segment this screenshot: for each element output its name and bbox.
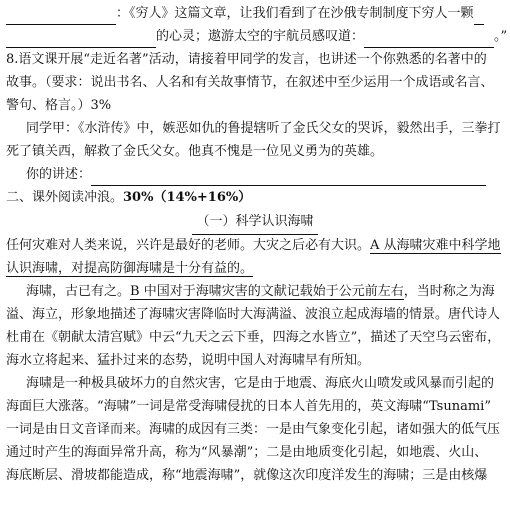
q7-text: 。” (494, 29, 508, 44)
answer-blank[interactable] (364, 31, 494, 48)
answer-blank[interactable] (6, 8, 116, 25)
student-jia-line-2: 死了镇关西，解救了金氏父女。他真不愧是一位见义勇为的英雄。 (6, 144, 384, 159)
answer-blank[interactable] (474, 8, 484, 25)
q8-prompt-line-3: 警句、格言。）3% (6, 98, 112, 113)
passage-p2-line-4: 海水立将起来、猛扑过来的态势，说明中国人对海啸早有所知。 (6, 353, 371, 368)
answer-blank[interactable] (6, 31, 156, 48)
q7-text: ：《穷人》这篇文章，让我们看到了在沙俄专制制度下穷人一颗 (116, 6, 474, 21)
passage-p3-line-5: 海底断层、滑坡都能造成，称“地震海啸”，就像这次印度洋发生的海啸；三是由核爆 (6, 468, 488, 483)
passage-p3-line-1: 海啸是一种极具破坏力的自然灾害，它是由于地震、海底火山喷发或风暴而引起的 (26, 376, 495, 391)
passage-p2-line-2: 溢、海立，形象地描述了海啸灾害降临时大海满溢、波浪立起成海墙的情景。唐代诗人 (6, 307, 501, 322)
answer-blank[interactable] (91, 169, 486, 186)
underlined-sentence-a: 认识海啸，对提高防御海啸是十分有益的。 (6, 261, 254, 276)
q7-line-1 (6, 2, 504, 25)
underlined-sentence-a: A 从海啸灾难中科学地 (370, 238, 501, 253)
q8-prompt-line-2: 故事。（要求：说出书名、人名和有关故事情节，在叙述中至少运用一个成语或名言、 (6, 75, 494, 90)
your-answer-line (6, 163, 504, 186)
passage-title: （一）科学认识海啸 (6, 209, 504, 234)
passage-p3-line-4: 通过时产生的海面异常升高，称为“风暴潮”；二是由地质变化引起，如地震、火山、 (6, 445, 488, 460)
student-jia-line-1: 同学甲：《水浒传》中，嫉恶如仇的鲁提辖听了金氏父女的哭诉，毅然出手，三拳打 (26, 121, 501, 136)
passage-p1-line-1: 任何灾难对人类来说，兴许是最好的老师。大灾之后必有大识。A 从海啸灾难中科学地 (6, 238, 501, 253)
q7-line-2 (6, 25, 508, 48)
passage-p3-line-3: 一词是由日文音译而来。海啸的成因有三类：一是由气象变化引起，诸如强大的低气压 (6, 422, 501, 437)
q8-prompt-line-1: 8.语文课开展“走近名著”活动，请接着甲同学的发言，也讲述一个你熟悉的名著中的 (6, 52, 487, 67)
passage-p1-line-2 (6, 257, 504, 280)
your-answer-label: 你的讲述： (26, 167, 92, 182)
passage-p2-line-3: 杜甫在《朝献太清宫赋》中云“九天之云下垂，四海之水皆立”，描述了天空乌云密布， (6, 330, 501, 345)
passage-p3-line-2: 海面巨大涨落。“海啸”一词是常受海啸侵扰的日本人首先用的，英文海啸“Tsunami” (6, 399, 491, 414)
section-2-heading: 二、课外阅读冲浪。30%（14%+16%） (6, 190, 252, 205)
passage-p2-line-1: 海啸，古已有之。B 中国对于海啸灾害的文献记载始于公元前左右，当时称之为海 (26, 284, 495, 299)
q7-text: 的心灵；遨游太空的宇航员感叹道： (156, 29, 365, 44)
section-2-score: 30%（14%+16%） (123, 190, 252, 205)
underlined-sentence-b: B 中国对于海啸灾害的文献记载始于公元前左右 (130, 284, 404, 299)
